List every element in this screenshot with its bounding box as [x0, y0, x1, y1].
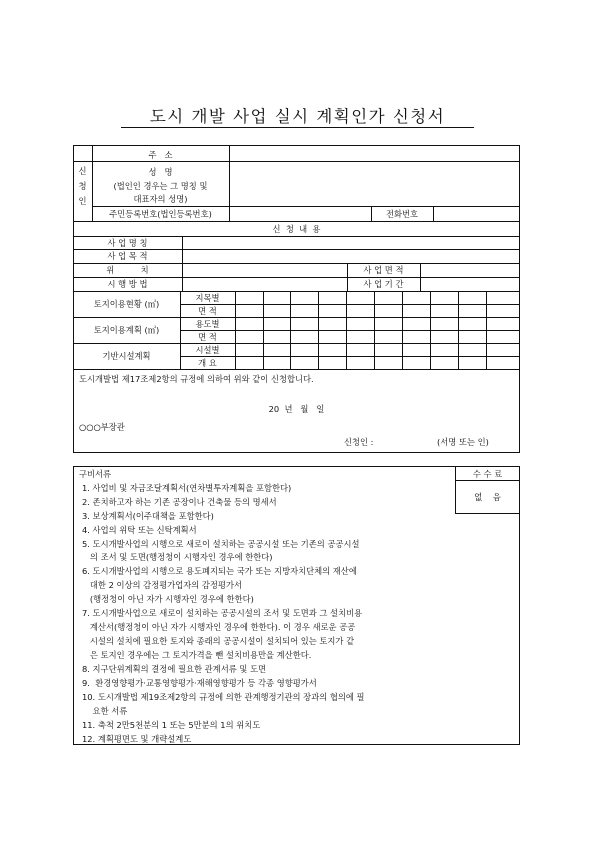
doc-item: (행정청이 아닌 자가 시행자인 경우에 한한다) — [82, 594, 254, 604]
doc-item: 의 조서 및 도면(행정청이 시행자인 경우에 한한다) — [82, 552, 273, 562]
applicant-side-3: 인 — [78, 196, 87, 206]
doc-item: 계산서(행정청이 아닌 자가 시행자인 경우에 한한다). 이 경우 새로운 공공 — [82, 622, 356, 632]
project-name-label: 사 업 명 칭 — [107, 238, 148, 248]
applicant-side-1: 신 — [78, 166, 87, 176]
infra-label: 기반시설계획 — [102, 351, 151, 361]
doc-item: 8. 지구단위계획의 결정에 필요한 관계서류 및 도면 — [82, 664, 267, 674]
recipient: ○○○부장관 — [79, 422, 125, 432]
reg-no-label: 주민등록번호(법인등록번호) — [109, 209, 212, 219]
doc-item: 시설의 설치에 필요한 토지와 종래의 공공시설이 설치되어 있는 토지가 같 — [82, 636, 355, 646]
area-sub-label: 면 적 — [198, 306, 217, 316]
location-label: 위 치 — [106, 265, 149, 275]
by-facility-label: 시설별 — [195, 345, 220, 355]
address-label: 주 소 — [148, 150, 173, 160]
phone-label: 전화번호 — [385, 209, 419, 219]
declaration-text: 도시개발법 제17조제2항의 규정에 의하여 위와 같이 신청합니다. — [79, 374, 314, 384]
doc-item: 요한 서류 — [82, 706, 128, 716]
name-label: 성 명 — [148, 167, 173, 177]
doc-item: 3. 보상계획서(이주대책을 포함한다) — [82, 511, 214, 521]
sign-note: (서명 또는 인) — [437, 437, 489, 447]
doc-item: 2. 존치하고자 하는 기존 공장이나 건축물 등의 명세서 — [82, 497, 277, 507]
by-use-label: 용도별 — [195, 319, 220, 329]
doc-item: 10. 도시개발법 제19조제2항의 규정에 의한 관계행정기관의 장과의 협의에 필 — [82, 692, 365, 702]
doc-item: 1. 사업비 및 자금조달계획서(연차별투자계획을 포함한다) — [82, 483, 292, 493]
land-current-label: 토지이용현황 (㎡) — [93, 299, 160, 309]
name-note-1: (법인인 경우는 그 명칭 및 — [113, 181, 208, 191]
page-title: 도시 개발 사업 실시 계획인가 신청서 — [121, 103, 474, 128]
documents-box — [73, 466, 520, 745]
doc-item: 9. 환경영향평가·교통영향평가·재해영향평가 등 각종 영향평가서 — [82, 678, 317, 688]
method-label: 시 행 방 법 — [107, 279, 148, 289]
doc-item: 7. 도시개발사업으로 새로이 설치하는 공공시설의 조서 및 도면과 그 설치비용 — [82, 608, 363, 618]
doc-item: 은 토지인 경우에는 그 토지가격을 뺀 설치비용만을 계산한다. — [82, 650, 312, 660]
by-lot-label: 지목별 — [195, 293, 220, 303]
applicant-side-2: 청 — [78, 181, 87, 191]
doc-item: 11. 축척 2만5천분의 1 또는 5만분의 1의 위치도 — [82, 720, 261, 730]
applicant-label: 신청인 : — [344, 437, 374, 447]
content-header: 신 청 내 용 — [272, 224, 321, 234]
summary-label: 개 요 — [198, 358, 217, 368]
docs-title: 구비서류 — [79, 469, 112, 479]
fee-value: 없 음 — [474, 492, 501, 502]
land-plan-label: 토지이용계획 (㎡) — [93, 325, 160, 335]
area-label: 사 업 면 적 — [363, 265, 404, 275]
fee-label: 수 수 료 — [472, 469, 503, 479]
area-sub2-label: 면 적 — [198, 332, 217, 342]
project-purpose-label: 사 업 목 적 — [107, 251, 148, 261]
date-line: 20 년 월 일 — [268, 404, 325, 414]
doc-item: 6. 도시개발사업의 시행으로 용도폐지되는 국가 또는 지방자치단체의 재산에 — [82, 566, 357, 576]
name-note-2: 대표자의 성명) — [133, 194, 188, 204]
doc-item: 5. 도시개발사업의 시행으로 새로이 설치하는 공공시설 또는 기존의 공공시설 — [82, 539, 360, 549]
doc-item: 대한 2 이상의 감정평가업자의 감정평가서 — [82, 580, 242, 590]
doc-item: 4. 사업의 위탁 또는 신탁계획서 — [82, 525, 197, 535]
period-label: 사 업 기 간 — [363, 279, 404, 289]
doc-item: 12. 계획평면도 및 개략설계도 — [82, 734, 192, 744]
